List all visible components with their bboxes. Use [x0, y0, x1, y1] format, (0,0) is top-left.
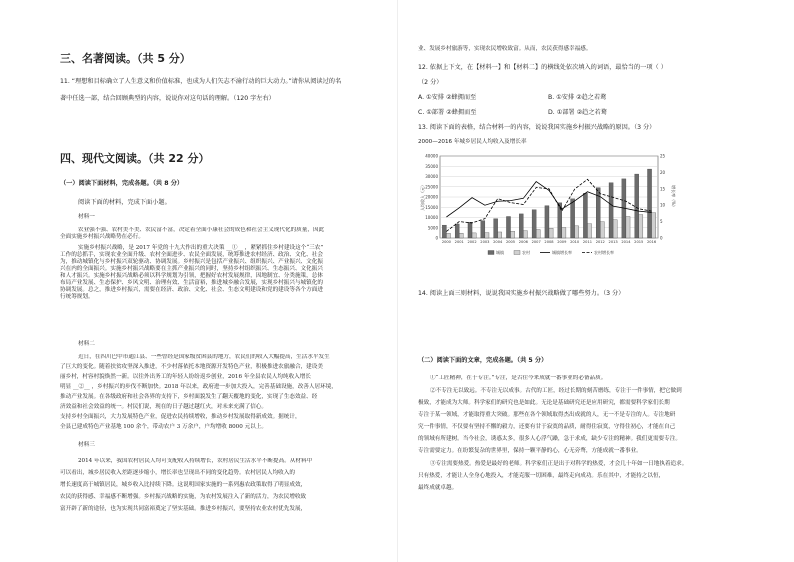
- bar-农村: [485, 233, 489, 238]
- material-2-line: 明显 __②__ ，乡村振兴的步伐不断加快。2018 年以来，政府进一步加大投入，完善基础设施，改善人居环境，: [60, 384, 337, 390]
- material-1-line: 工作的总抓手，实现农业全面升级、农村全面进步、农民全面发展，统筹推进农村经济、政治、文化、社会: [60, 252, 323, 258]
- material-1-line: 行统筹规划。: [60, 294, 94, 300]
- bar-城镇: [519, 214, 523, 238]
- y-tick-label: 5000: [427, 225, 438, 231]
- bar-城镇: [647, 169, 651, 238]
- bar-农村: [626, 216, 630, 238]
- y-tick-label: 15000: [425, 204, 438, 210]
- x-tick-label: 2000: [441, 240, 451, 244]
- material-2-line: 支持乡村全面振兴，大力发展特色产业，促进农民持续增收，推动乡村发展取得新成效。据统计，: [60, 414, 301, 420]
- bar-农村: [613, 220, 617, 238]
- material-2-line: 推动产业发展。在各级政府和社会各界的支持下，乡村面貌发生了翻天覆地的变化，实现了生态效益、经: [60, 394, 318, 400]
- bar-农村: [600, 222, 604, 238]
- part-2-line: ③专注需要热爱。热爱是最好的老师。科学家们正是出于对科学的热爱，才会几十年如一日地执着追求。: [430, 461, 688, 467]
- y2-tick-label: 15: [660, 186, 666, 192]
- material-2-line: 济效益和社会效益的统一。村民们说，现在的日子越过越红火，对未来充满了信心。: [60, 404, 267, 410]
- bar-城镇: [583, 193, 587, 238]
- bar-城镇: [609, 183, 613, 238]
- legend-label: 农村: [522, 250, 530, 255]
- material-1-line: 协调发展。总之，推进乡村振兴，需要在经济、政治、文化、社会、生态文明建设和党的建设等各个方面进: [60, 287, 323, 293]
- part-2-line: ②不专注无以致远。不专注无以成事。古代的工匠，经过长期的刻苦磨练，专注于一件事情，把它做到: [430, 388, 682, 394]
- y-tick-label: 35000: [425, 163, 438, 169]
- y2-tick-label: 10: [660, 202, 666, 208]
- bar-城镇: [532, 210, 536, 238]
- x-tick-label: 2012: [595, 240, 605, 244]
- y-tick-label: 40000: [425, 153, 438, 159]
- bar-城镇: [635, 174, 639, 238]
- y2-axis-label: 增长率（%）: [671, 185, 676, 209]
- bar-农村: [459, 233, 463, 238]
- material-3-line: 富开辟了新的途径，也为实现共同富裕奠定了坚实基础。推进乡村振兴，要坚持农业农村优先发展，: [60, 506, 307, 512]
- part-2-line: 只有热爱，才能让人全身心地投入，才能克服一切困难，最终走向成功。乐在其中，才能持之以恒，: [418, 473, 665, 479]
- x-tick-label: 2009: [557, 240, 567, 244]
- x-tick-label: 2008: [544, 240, 554, 244]
- income-chart: [418, 150, 678, 260]
- bar-农村: [639, 215, 643, 238]
- x-tick-label: 2011: [582, 240, 593, 244]
- x-tick-label: 2001: [454, 240, 464, 244]
- bar-农村: [575, 226, 579, 238]
- question-14: 14. 阅读上面三则材料，说说我国实施乡村振兴战略做了哪些努力。（3 分）: [418, 290, 625, 297]
- part-2-line: ①“工匠精神，在于专注。”专注，是古往今来成就一番事业的必备品质。: [430, 375, 607, 381]
- material-1-line: 全面实施乡村振兴战略势在必行。: [60, 234, 144, 240]
- option-a[interactable]: A. ①安排 ②蜂拥而至: [418, 94, 477, 101]
- x-tick-label: 2016: [647, 240, 657, 244]
- part-2-body: [418, 375, 728, 492]
- bar-农村: [562, 227, 566, 238]
- y2-tick-label: 5: [660, 219, 663, 225]
- part-2-line: 专注需要定力。在纷繁复杂的世界里，保持一颗平静的心，心无旁骛，方能成就一番事业。: [418, 448, 642, 454]
- legend-swatch: [488, 251, 494, 255]
- bar-农村: [498, 232, 502, 238]
- material-3-line: 2014 年以来，我国农村居民人均可支配收入持续增长，农村居民生活水平不断提高。从材料中: [78, 458, 313, 464]
- x-tick-label: 2004: [493, 240, 503, 244]
- question-13: 13. 阅读下面的表格，结合材料一的内容，说说我国实施乡村振兴战略的原因。（3 分）: [418, 124, 656, 131]
- material-2-line: 丽乡村，村容村貌焕然一新。以往外出务工的年轻人纷纷返乡创业，2016 年全县农民人均纯收入增长: [60, 374, 311, 380]
- bar-城镇: [468, 222, 472, 238]
- y-tick-label: 0: [435, 235, 438, 241]
- material-1-line: 农业强不强、农村美不美、农民富不富，决定着全面小康社会的成色和社会主义现代化的质量，因此: [78, 227, 325, 233]
- right-top-line: 业、发展乡村旅游等，实现农民增收致富。从而，农民获得感幸福感。: [418, 46, 592, 52]
- material-1-line: 为，推动城镇化与乡村振兴双轮驱动、协调发展。乡村振兴是包括产业振兴、组织振兴、产业振兴、文化振: [60, 259, 323, 265]
- legend-label: 城镇增长率: [552, 250, 572, 255]
- part-2-line: 最终成就卓越。: [418, 485, 458, 491]
- x-tick-label: 2010: [570, 240, 580, 244]
- y-tick-label: 20000: [425, 194, 438, 200]
- section-4-title: 四、现代文阅读。（共 22 分）: [60, 152, 210, 165]
- bar-农村: [536, 230, 540, 238]
- option-b[interactable]: B. ①安排 ②趋之若鹜: [548, 94, 607, 101]
- x-tick-label: 2006: [518, 240, 528, 244]
- y-tick-label: 10000: [425, 215, 438, 220]
- part-2-line: 极致，才能成为大师。科学家们的研究也是如此。无论是基础研究还是应用研究，都需要科学家们长期: [418, 400, 670, 406]
- part-1-intro: 阅读下面的材料，完成下面小题。: [78, 199, 171, 206]
- material-1-line: 实施乡村振兴战略，是 2017 年党的十九大作出的重大决策 __①__ ，紧紧抓住乡村建设这个“三农”: [78, 245, 324, 251]
- bar-农村: [472, 233, 476, 238]
- question-11-line-1: 11. “理想和目标确立了人生意义和价值标准，也成为人们矢志不渝行动的巨大动力。”请你从阅读过的名: [60, 78, 342, 85]
- material-2-line: 了巨大的变化。随着扶贫攻坚深入推进，不少村落依托本地资源开发特色产业，积极推进农旅融合，建设美: [60, 364, 323, 370]
- material-2-title: 材料二: [78, 341, 95, 347]
- material-2-line: 全县已建成特色产业基地 100 余个，带动农户 3 万余户，户均增收 8000 元以上。: [60, 424, 267, 430]
- bar-城镇: [571, 199, 575, 238]
- material-1-title: 材料一: [78, 214, 95, 220]
- material-2-body: [60, 354, 390, 431]
- x-tick-label: 2005: [505, 240, 516, 244]
- part-2-line: 究一件事情，不仅要有坚持不懈的毅力，还要有甘于寂寞的品质，耐得住寂寞，守得住初心，才能在自己: [418, 424, 676, 430]
- option-d[interactable]: D. ①部署 ②趋之若鹜: [548, 109, 607, 116]
- material-3-line: 增长速度高于城镇居民，城乡收入比持续下降。这说明国家实施的一系列惠农政策取得了明显成效，: [60, 482, 307, 488]
- x-tick-label: 2007: [531, 240, 541, 244]
- material-3-line: 农民的获得感、幸福感不断增强。乡村振兴战略的实施，为农村发展注入了新的活力，为农民增收致: [60, 494, 307, 500]
- y2-tick-label: 25: [660, 153, 666, 159]
- part-2-line: 专注于某一领域，才能取得重大突破。那些在各个领域取得杰出成就的人，无一不是专注的人。专注地研: [418, 412, 676, 418]
- y2-tick-label: 0: [660, 235, 663, 241]
- legend-label: 农村增长率: [594, 250, 614, 255]
- bar-城镇: [506, 216, 510, 238]
- bar-农村: [587, 224, 591, 238]
- material-1-line: 兴在内的全面振兴。实施乡村振兴战略要在主抓产业振兴的同时，坚持乡村组织振兴、生态振兴、文化振兴: [60, 266, 323, 272]
- material-3-title: 材料三: [78, 442, 95, 448]
- y-axis-label: 人均收入（元）: [420, 183, 425, 211]
- bar-城镇: [494, 219, 498, 238]
- legend-label: 城镇: [496, 250, 504, 255]
- x-tick-label: 2003: [480, 240, 490, 244]
- y-tick-label: 30000: [425, 174, 438, 179]
- y-tick-label: 25000: [425, 184, 438, 190]
- y2-tick-label: 20: [660, 169, 666, 175]
- part-2-line: 的领域有所建树。当今社会，诱惑太多，很多人心浮气躁，急于求成，缺少专注的精神。我们更需要专注。: [418, 436, 681, 442]
- chart-caption: 2000—2016 年城乡居民人均收入及增长率: [418, 139, 527, 145]
- x-tick-label: 2013: [608, 240, 618, 244]
- option-c[interactable]: C. ①部署 ②蜂拥而至: [418, 109, 477, 116]
- material-1-body: [60, 227, 390, 301]
- bar-农村: [523, 231, 527, 238]
- bar-农村: [511, 231, 515, 238]
- column-divider: [397, 0, 398, 562]
- material-3-line: 可以看出，城乡居民收入差距逐步缩小，增长率也呈现出不同的变化趋势。农村居民人均收入的: [60, 470, 295, 476]
- bar-城镇: [481, 221, 485, 238]
- bar-城镇: [545, 206, 549, 238]
- bar-农村: [446, 233, 450, 238]
- legend-swatch: [514, 251, 520, 255]
- material-1-line: 和人才振兴。实施乡村振兴战略必须以科学规划为引领，把握好农村发展规律，因地制宜、分类施策，总体: [60, 273, 323, 279]
- question-11-line-2: 著中任选一部，结合回顾典型的内容，说说你对这句话的理解。（120 字左右）: [60, 95, 275, 102]
- bar-农村: [652, 213, 656, 238]
- section-3-title: 三、名著阅读。（共 5 分）: [60, 52, 191, 65]
- material-2-line: 近日，在四川巴中市通江县、一些曾经是国家级贫困县的地方，农民们的收入大幅提高，生活水平发生: [78, 354, 330, 360]
- question-12: 12. 依据上下文，在【材料一】和【材料二】的横线处依次填入的词语，最恰当的一项（ ）: [418, 64, 667, 71]
- bar-城镇: [442, 225, 446, 238]
- x-tick-label: 2015: [634, 240, 644, 244]
- part-1-title: （一）阅读下面材料，完成各题。（共 8 分）: [60, 180, 184, 187]
- x-tick-label: 2014: [621, 240, 631, 244]
- bar-城镇: [455, 224, 459, 238]
- question-12-score: （2 分）: [418, 79, 443, 86]
- x-tick-label: 2002: [467, 240, 477, 244]
- material-1-line: 布局产业发展、生态保护、乡风文明、治理有效、生活富裕，推进城乡融合发展，实现乡村振兴与城镇化的: [60, 280, 323, 286]
- part-2-title: （二）阅读下面的文章，完成各题。（共 5 分）: [418, 357, 548, 364]
- material-3-body: [60, 458, 390, 513]
- bar-农村: [549, 228, 553, 238]
